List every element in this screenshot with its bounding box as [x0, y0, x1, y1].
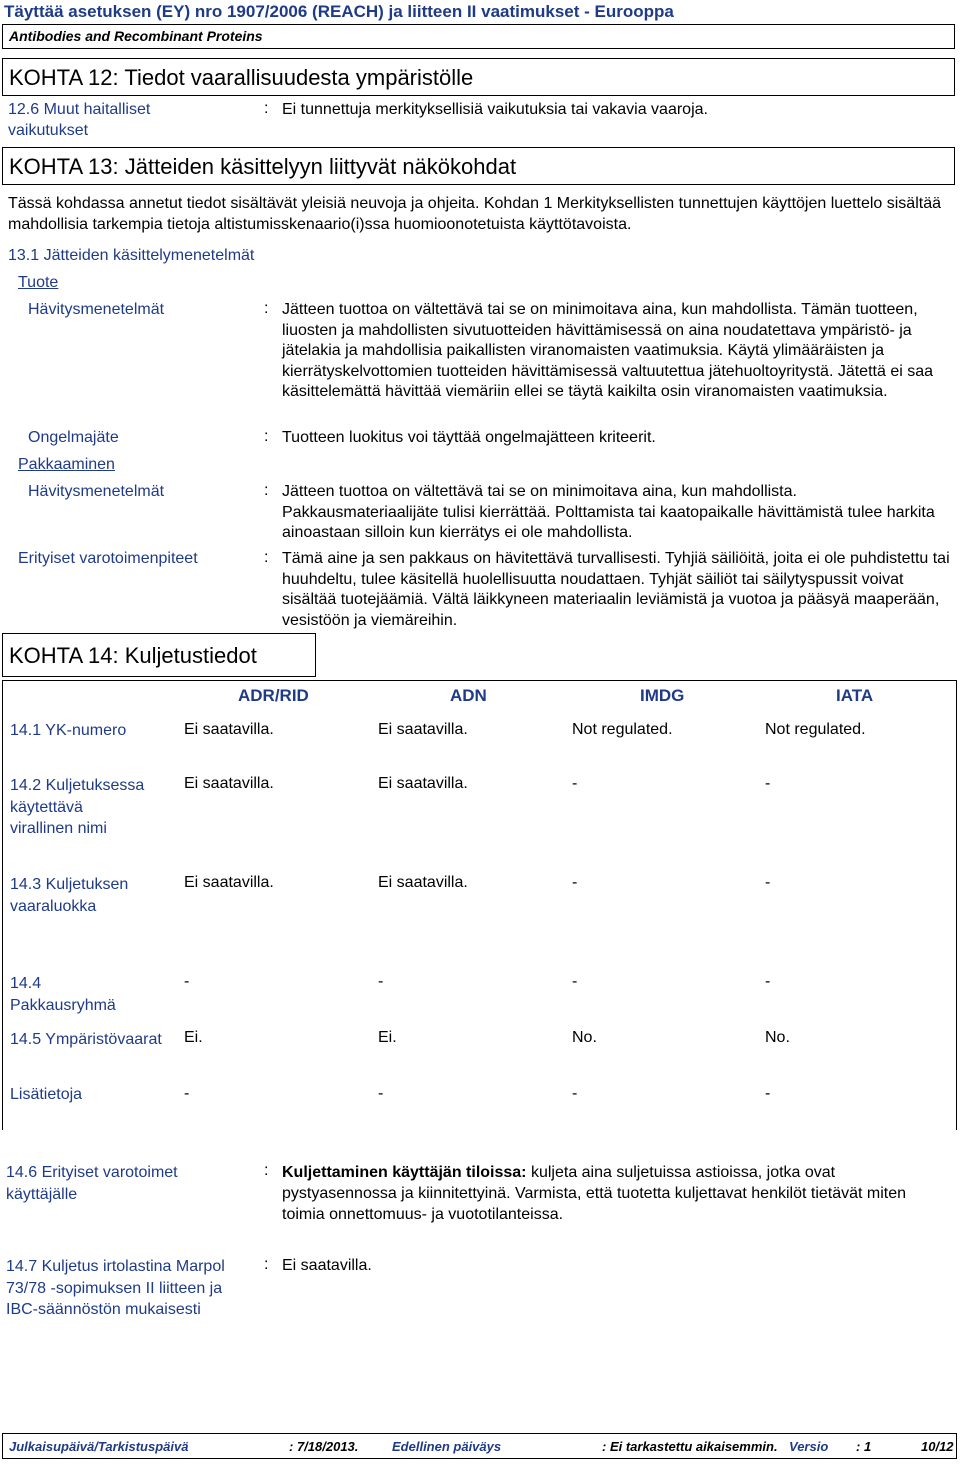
- item-14-6-value: [282, 1162, 952, 1225]
- table-cell: -: [765, 874, 771, 891]
- table-cell: Ei saatavilla.: [184, 775, 274, 792]
- hazardous-waste-value: Tuotteen luokitus voi täyttää ongelmajätteen kriteerit.: [282, 429, 656, 446]
- table-cell: -: [572, 775, 578, 792]
- item-14-7-value: Ei saatavilla.: [282, 1257, 372, 1274]
- special-precautions-value: Tämä aine ja sen pakkaus on hävitettävä turvallisesti. Tyhjiä säiliöitä, joita ei ole puhdistettu tai huuhdeltu, tulee käsitellä huolellisuutta noudattaen. Tyhjät säiliöt tai säilytyspussit voivat sisältää tuotejäämiä. Vältä läikkyneen materiaalin leviämistä ja vuotoa ja pääsyä maaperään, vesistöön ja viemäreihin.: [282, 550, 950, 629]
- table-cell: -: [572, 874, 578, 891]
- section-13-title-box: [2, 147, 955, 185]
- table-cell: -: [378, 1085, 384, 1102]
- section-13-1-heading: 13.1 Jätteiden käsittelymenetelmät: [8, 247, 255, 264]
- table-cell: -: [765, 1085, 771, 1102]
- column-header-adr-rid: ADR/RID: [238, 686, 309, 705]
- product-label: Tuote: [18, 274, 59, 291]
- previous-date-value: : Ei tarkastettu aikaisemmin.: [602, 1439, 778, 1454]
- row-label-shipping-name: 14.2 Kuljetuksessa käytettävä virallinen nimi: [10, 777, 145, 837]
- item-14-6-bold-lead: Kuljettaminen käyttäjän tiloissa:: [282, 1164, 527, 1181]
- table-cell: No.: [765, 1029, 790, 1046]
- row-label-un-number: 14.1 YK-numero: [10, 722, 127, 739]
- previous-date-label: Edellinen päiväys: [392, 1439, 502, 1454]
- packaging-label: Pakkaaminen: [18, 456, 115, 473]
- table-cell: -: [572, 973, 578, 990]
- colon: :: [264, 549, 269, 566]
- hazardous-waste-label: Ongelmajäte: [28, 429, 119, 446]
- table-cell: Not regulated.: [765, 721, 866, 738]
- packaging-disposal-label: Hävitysmenetelmät: [28, 483, 165, 500]
- table-cell: Ei.: [378, 1029, 397, 1046]
- row-label-hazard-class: 14.3 Kuljetuksen vaaraluokka: [10, 876, 129, 915]
- table-cell: Ei saatavilla.: [184, 721, 274, 738]
- packaging-disposal-value: Jätteen tuottoa on vältettävä tai se on minimoitava aina, kun mahdollista. Pakkausmateriaalijäte tulisi kierrättää. Polttamista tai kaatopaikalle hävittämistä tulee harkita ainoastaan silloin kun kierrätys ei ole mahdollista.: [282, 483, 935, 541]
- section-13-intro: Tässä kohdassa annetut tiedot sisältävät yleisiä neuvoja ja ohjeita. Kohdan 1 Merkityksellisten tunnettujen käyttöjen luettelo sisältää mahdollisia tarkempia tietoja altistumisskenaario(i)ssa huomioonotetuista käyttötavoista.: [8, 195, 941, 233]
- special-precautions-label: Erityiset varotoimenpiteet: [18, 550, 198, 567]
- table-cell: -: [184, 1085, 190, 1102]
- row-label-environmental-hazards: 14.5 Ympäristövaarat: [10, 1031, 162, 1048]
- section-12-title-box: [2, 58, 955, 96]
- section-14-title-box: [2, 633, 316, 677]
- table-cell: -: [765, 973, 771, 990]
- section-12-item-label: 12.6 Muut haitalliset vaikutukset: [8, 101, 151, 139]
- table-cell: -: [765, 775, 771, 792]
- colon: :: [264, 482, 269, 499]
- section-12-title: KOHTA 12: Tiedot vaarallisuudesta ympäristölle: [9, 65, 474, 90]
- section-14-title: KOHTA 14: Kuljetustiedot: [9, 643, 257, 668]
- colon: :: [264, 1162, 269, 1179]
- row-label-packing-group: 14.4 Pakkausryhmä: [10, 975, 116, 1014]
- item-14-6-label: 14.6 Erityiset varotoimet käyttäjälle: [6, 1164, 178, 1203]
- page-number: 10/12: [921, 1439, 954, 1454]
- disposal-methods-label: Hävitysmenetelmät: [28, 301, 165, 318]
- version-value: : 1: [856, 1439, 872, 1454]
- table-cell: -: [184, 973, 190, 990]
- table-right-rule: [956, 680, 957, 1130]
- product-name: Antibodies and Recombinant Proteins: [9, 28, 263, 44]
- table-cell: Ei saatavilla.: [378, 721, 468, 738]
- item-14-6-text: kuljeta aina suljetuissa astioissa, jotka ovat pystyasennossa ja kiinnitettyinä. Varmista, että tuotetta kuljettavat henkilöt tietävät miten toimia onnettomuus- ja vuototilanteissa.: [282, 1164, 907, 1223]
- column-header-adn: ADN: [450, 686, 487, 705]
- document-header-box: [2, 24, 955, 49]
- colon: :: [264, 428, 269, 445]
- table-cell: -: [572, 1085, 578, 1102]
- table-cell: Not regulated.: [572, 721, 673, 738]
- table-top-rule: [2, 680, 957, 681]
- issue-date-value: : 7/18/2013.: [289, 1439, 359, 1454]
- table-cell: Ei.: [184, 1029, 203, 1046]
- table-cell: Ei saatavilla.: [378, 874, 468, 891]
- table-cell: -: [378, 973, 384, 990]
- row-label-additional-info: Lisätietoja: [10, 1086, 83, 1103]
- table-cell: Ei saatavilla.: [378, 775, 468, 792]
- column-header-imdg: IMDG: [640, 686, 685, 705]
- colon: :: [264, 300, 269, 317]
- section-12-item-value: Ei tunnettuja merkityksellisiä vaikutuksia tai vakavia vaaroja.: [282, 101, 708, 118]
- issue-date-label: Julkaisupäivä/Tarkistuspäivä: [9, 1439, 189, 1454]
- table-left-rule: [2, 680, 3, 1130]
- column-header-iata: IATA: [836, 686, 874, 705]
- footer-box: [2, 1433, 957, 1459]
- colon: :: [264, 100, 269, 117]
- version-label: Versio: [789, 1439, 829, 1454]
- document-header-title: Täyttää asetuksen (EY) nro 1907/2006 (REACH) ja liitteen II vaatimukset - Eurooppa: [4, 2, 674, 21]
- disposal-methods-value: Jätteen tuottoa on vältettävä tai se on minimoitava aina, kun mahdollista. Tämän tuotteen, liuosten ja mahdollisten sivutuotteiden hävittämisessä on aina noudatettava ympäristö- ja jätelakia ja mahdollisia paikallisten viranomaisten vaatimuksia. Käytä ylimääräisten ja kierrätyskelvottomien tuotteiden hävittämisessä valtuutettua jätehuoltoyritystä. Jätettä ei saa käsittelemättä hävittää viemäriin ellei se täytä kaikilta osin viranomaisten vaatimuksia.: [282, 301, 934, 400]
- table-cell: Ei saatavilla.: [184, 874, 274, 891]
- colon: :: [264, 1256, 269, 1273]
- table-cell: No.: [572, 1029, 597, 1046]
- section-13-title: KOHTA 13: Jätteiden käsittelyyn liittyvät näkökohdat: [9, 154, 517, 179]
- item-14-7-label: 14.7 Kuljetus irtolastina Marpol 73/78 -sopimuksen II liitteen ja IBC-säännöstön mukaisesti: [6, 1258, 225, 1318]
